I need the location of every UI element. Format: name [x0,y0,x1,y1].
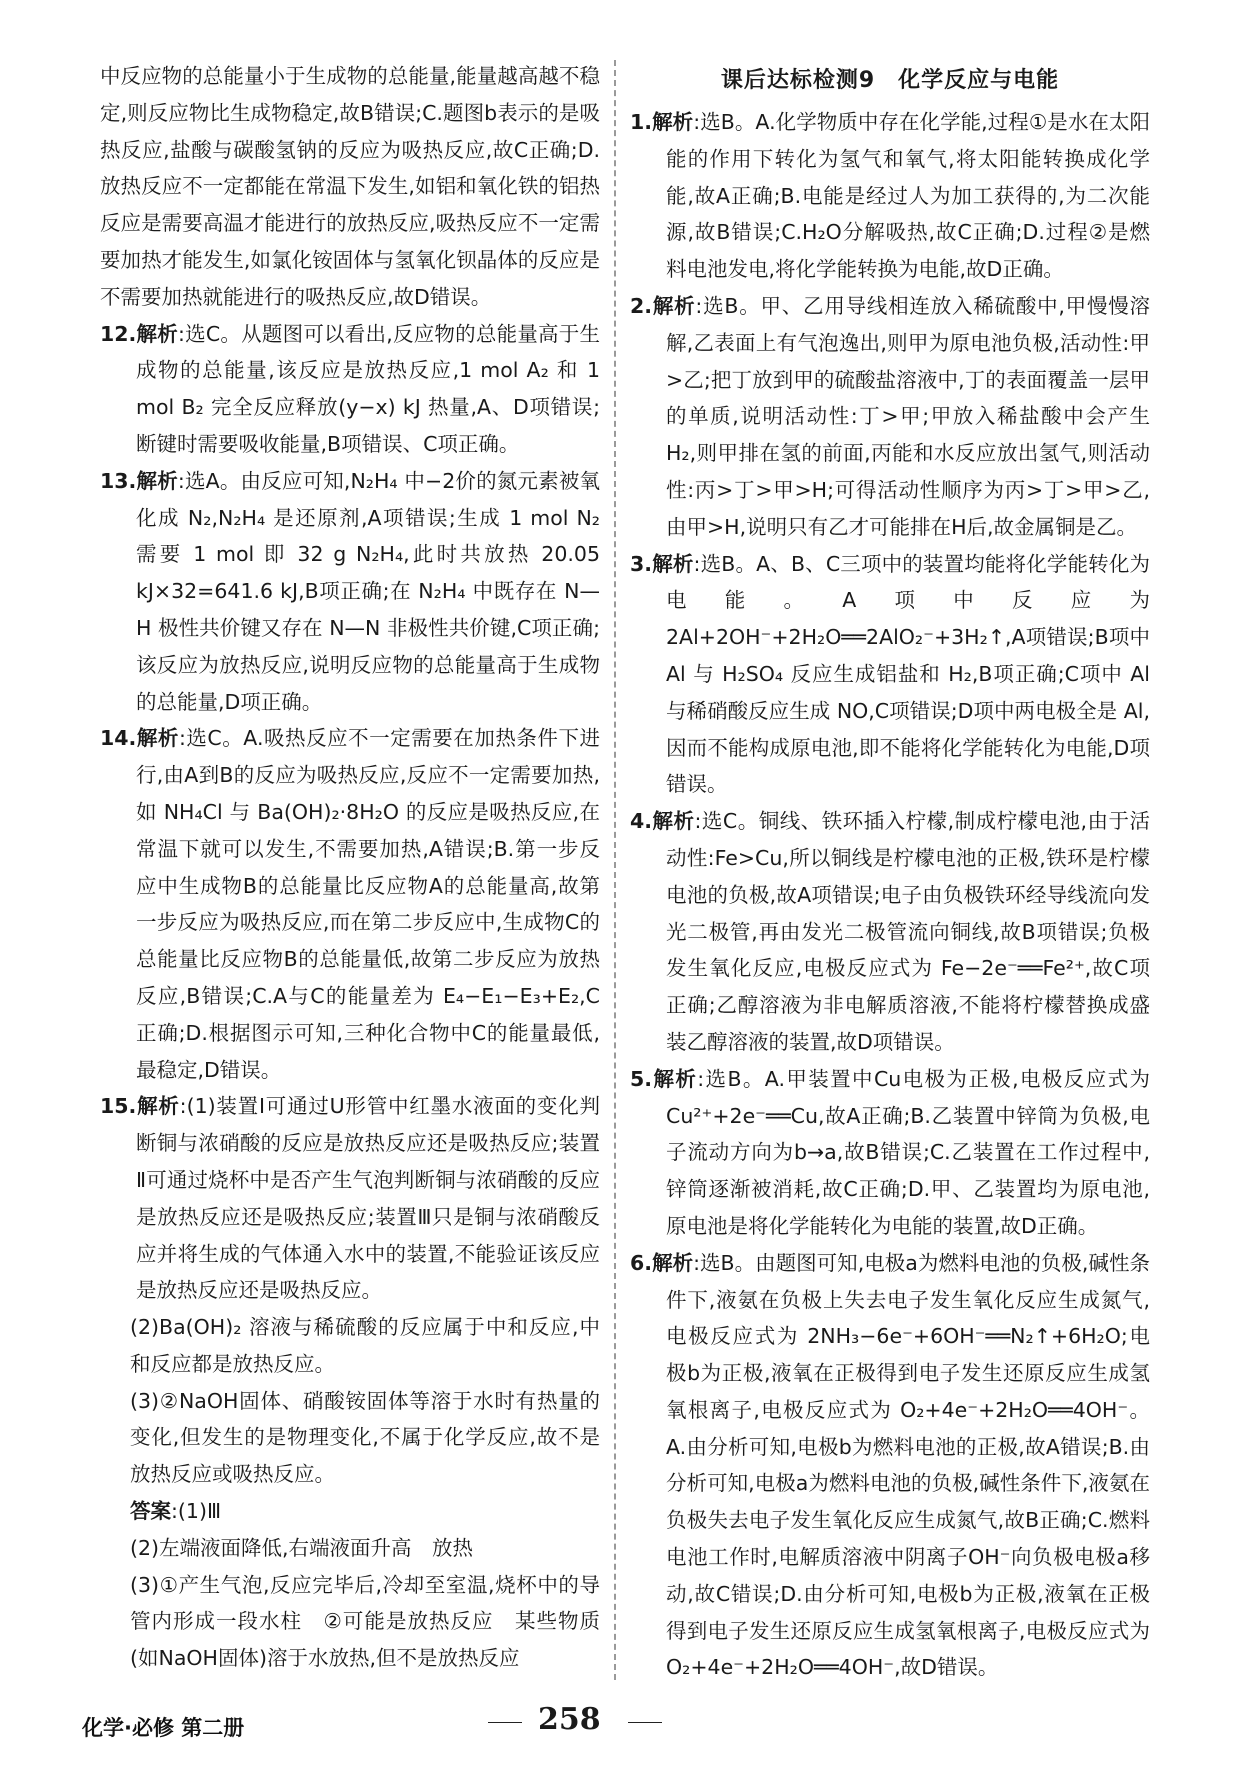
answer-item [630,803,1150,1061]
sub-paragraph: (3)②NaOH固体、硝酸铵固体等溶于水时有热量的变化,但发生的是物理变化,不属于化学反应,故不是放热反应或吸热反应。 [130,1388,600,1487]
item-number: 14. [100,726,137,751]
answer-line: 答案:(1)Ⅲ [130,1499,222,1524]
left-column [100,58,600,1677]
column-divider [614,60,616,1680]
item-text: :(1)装置Ⅰ可通过U形管中红墨水液面的变化判断铜与浓硝酸的反应是放热反应还是吸热反应;装置Ⅱ可通过烧杯中是否产生气泡判断铜与浓硝酸的反应是放热反应还是吸热反应;装置Ⅲ只是铜与浓硝酸反应并将生成的气体通入水中的装置,不能验证该反应是放热反应还是吸热反应。 [136,1094,600,1303]
right-column [630,58,1150,1686]
item-number: 2. [630,293,653,318]
answer-item [100,1088,600,1309]
sub-paragraph: (2)左端液面降低,右端液面升高 放热 [130,1535,474,1560]
item-text: :选C。铜线、铁环插入柠檬,制成柠檬电池,由于活动性:Fe>Cu,所以铜线是柠檬电池的正极,铁环是柠檬电池的负极,故A项错误;电子由负极铁环经导线流向发光二极管,再由发光二极管流向铜线,故B项错误;负极发生氧化反应,电极反应式为 Fe−2e⁻══Fe²⁺,故C项正确;乙醇溶液为非电解质溶液,不能将柠檬替换成盛装乙醇溶液的装置,故D项错误。 [666,809,1150,1054]
item-text: :选B。甲、乙用导线相连放入稀硫酸中,甲慢慢溶解,乙表面上有气泡逸出,则甲为原电池负极,活动性:甲>乙;把丁放到甲的硫酸盐溶液中,丁的表面覆盖一层甲的单质,说明活动性:丁>甲;甲放入稀盐酸中会产生 H₂,则甲排在氢的前面,丙能和水反应放出氢气,则活动性:丙>丁>甲>H;可得活动性顺序为丙>丁>甲>乙,由甲>H,说明只有乙才可能排在H后,故金属铜是乙。 [666,293,1150,539]
answer-item [630,288,1150,546]
answer-item [630,1245,1150,1687]
item-text: :选C。A.吸热反应不一定需要在加热条件下进行,由A到B的反应为吸热反应,反应不一定需要加热,如 NH₄Cl 与 Ba(OH)₂·8H₂O 的反应是吸热反应,在常温下就可以发生,不需要加热,A错误;B.第一步反应中生成物B的总能量比反应物A的总能量高,故第一步反应为吸热反应,而在第二步反应中,生成物C的总能量比反应物B的总能量低,故第二步反应为放热反应,B错误;C.A与C的能量差为 E₄−E₁−E₃+E₂,C正确;D.根据图示可知,三种化合物中C的能量最低,最稳定,D错误。 [136,726,601,1082]
page-dash-left [488,1722,522,1723]
answer-item [100,316,600,463]
analysis-label: 解析 [136,1094,180,1119]
item-number: 3. [630,551,653,576]
item-text: :选A。由反应可知,N₂H₄ 中−2价的氮元素被氧化成 N₂,N₂H₄ 是还原剂,A项错误;生成 1 mol N₂ 需要 1 mol 即 32 g N₂H₄,此时共放热 20.05 kJ×32=641.6 kJ,B项正确;在 N₂H₄ 中既存在 N—H 极性共价键又存在 N—N 非极性共价键,C项正确;该反应为放热反应,说明反应物的总能量高于生成物的总能量,D项正确。 [136,468,600,714]
item-number: 5. [630,1066,653,1091]
analysis-label: 解析 [136,468,178,493]
item-number: 12. [100,321,137,346]
answer-item [100,463,600,721]
answer-item [630,104,1150,288]
book-label: 化学·必修 第二册 [82,1716,245,1740]
item-text: :选C。从题图可以看出,反应物的总能量高于生成物的总能量,该反应是放热反应,1 mol A₂ 和 1 mol B₂ 完全反应释放(y−x) kJ 热量,A、D项错误;断键时需要吸收能量,B项错误、C项正确。 [136,321,600,456]
analysis-label: 解析 [652,809,695,834]
item-text: :选B。A、B、C三项中的装置均能将化学能转化为电能。A项中反应为 2Al+2OH⁻+2H₂O══2AlO₂⁻+3H₂↑,A项错误;B项中 Al 与 H₂SO₄ 反应生成铝盐和 H₂,B项正确;C项中 Al 与稀硝酸反应生成 NO,C项错误;D项中两电极全是 Al,因而不能构成原电池,即不能将化学能转化为电能,D项错误。 [666,551,1150,797]
item-number: 13. [100,468,137,493]
analysis-label: 解析 [652,110,694,134]
item-number: 4. [630,809,653,834]
item-text: :选B。由题图可知,电极a为燃料电池的负极,碱性条件下,液氨在负极上失去电子发生氧化反应生成氮气,电极反应式为 2NH₃−6e⁻+6OH⁻══N₂↑+6H₂O;电极b为正极,液氧在正极得到电子发生还原反应生成氢氧根离子,电极反应式为 O₂+4e⁻+2H₂O══4OH⁻。A.由分析可知,电极b为燃料电池的正极,故A错误;B.由分析可知,电极a为燃料电池的负极,碱性条件下,液氨在负极失去电子发生氧化反应生成氮气,故B正确;C.燃料电池工作时,电解质溶液中阴离子OH⁻向负极电极a移动,故C错误;D.由分析可知,电极b为正极,液氧在正极得到电子发生还原反应生成氢氧根离子,电极反应式为 O₂+4e⁻+2H₂O══4OH⁻,故D错误。 [666,1250,1150,1680]
item-number: 15. [100,1094,137,1119]
answer-item [100,720,600,1088]
item-number: 6. [630,1250,653,1275]
paragraph-continued: 中反应物的总能量小于生成物的总能量,能量越高越不稳定,则反应物比生成物稳定,故B错误;C.题图b表示的是吸热反应,盐酸与碳酸氢钠的反应为吸热反应,故C正确;D.放热反应不一定都能在常温下发生,如铝和氧化铁的铝热反应是需要高温才能进行的放热反应,吸热反应不一定需要加热才能发生,如氯化铵固体与氢氧化钡晶体的反应是不需要加热就能进行的吸热反应,故D错误。 [100,64,600,309]
item-text: :选B。A.甲装置中Cu电极为正极,电极反应式为 Cu²⁺+2e⁻══Cu,故A正确;B.乙装置中锌筒为负极,电子流动方向为b→a,故B错误;C.乙装置在工作过程中,锌筒逐渐被消耗,故C正确;D.甲、乙装置均为原电池,原电池是将化学能转化为电能的装置,故D正确。 [666,1066,1150,1238]
analysis-label: 解析 [652,1066,698,1091]
page-dash-right [628,1722,662,1723]
analysis-label: 解析 [652,551,694,576]
answer-label: 答案 [130,1499,171,1524]
analysis-label: 解析 [136,726,179,751]
analysis-label: 解析 [652,293,696,318]
sub-paragraph: (2)Ba(OH)₂ 溶液与稀硫酸的反应属于中和反应,中和反应都是放热反应。 [130,1315,600,1376]
answer-item [630,1061,1150,1245]
analysis-label: 解析 [652,1250,694,1275]
section-title: 课后达标检测9 化学反应与电能 [720,68,1060,93]
page-number: 258 [538,1702,601,1737]
answer-item [630,546,1150,804]
item-number: 1. [630,110,653,134]
analysis-label: 解析 [136,321,179,346]
sub-paragraph: (3)①产生气泡,反应完毕后,冷却至室温,烧杯中的导管内形成一段水柱 ②可能是放热反应 某些物质(如NaOH固体)溶于水放热,但不是放热反应 [130,1572,600,1671]
right-column-body [630,104,1150,1686]
item-text: :选B。A.化学物质中存在化学能,过程①是水在太阳能的作用下转化为氢气和氧气,将太阳能转换成化学能,故A正确;B.电能是经过人为加工获得的,为二次能源,故B错误;C.H₂O分解吸热,故C正确;D.过程②是燃料电池发电,将化学能转换为电能,故D正确。 [666,110,1151,282]
